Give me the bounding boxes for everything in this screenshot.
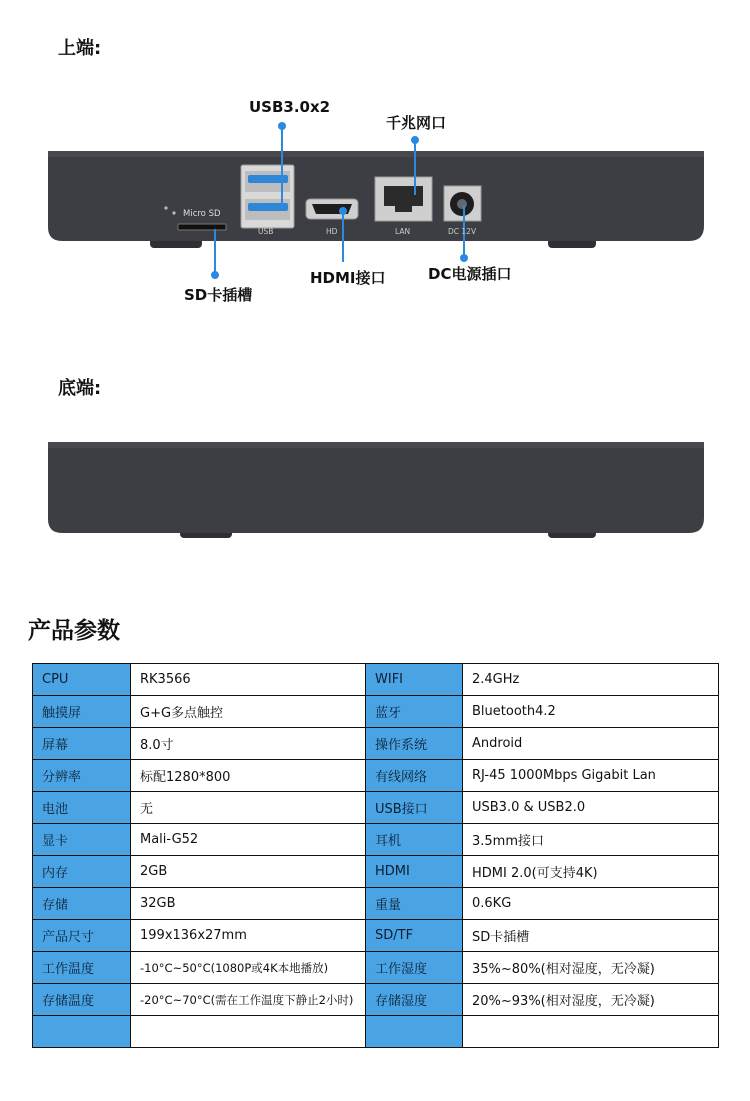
spec-key: CPU	[33, 664, 131, 696]
micro-sd-port-label: Micro SD	[183, 209, 221, 219]
spec-value: HDMI 2.0(可支持4K)	[463, 856, 719, 888]
callout-dot	[279, 123, 285, 129]
lan-callout-label: 千兆网口	[386, 114, 447, 132]
spec-value: 2.4GHz	[463, 664, 719, 696]
device-bottom-view	[0, 432, 750, 562]
callout-dot	[412, 137, 418, 143]
table-row	[33, 952, 719, 984]
spec-key: WIFI	[366, 664, 463, 696]
spec-key: 存储温度	[33, 984, 131, 1016]
dc-port-label: DC 12V	[448, 227, 477, 236]
spec-key: 存储湿度	[366, 984, 463, 1016]
usb-callout-label: USB3.0x2	[249, 98, 331, 116]
spec-value: RK3566	[131, 664, 366, 696]
table-row	[33, 792, 719, 824]
spec-key: HDMI	[366, 856, 463, 888]
spec-key	[33, 1016, 131, 1048]
spec-value: 2GB	[131, 856, 366, 888]
spec-key: 重量	[366, 888, 463, 920]
callout-dot	[340, 208, 346, 214]
table-row	[33, 760, 719, 792]
led-indicator-icon	[164, 206, 167, 209]
table-row	[33, 856, 719, 888]
spec-key: 蓝牙	[366, 696, 463, 728]
spec-value: Android	[463, 728, 719, 760]
spec-key: 屏幕	[33, 728, 131, 760]
table-row	[33, 824, 719, 856]
table-row	[33, 888, 719, 920]
micro-sd-slot-icon	[178, 224, 226, 230]
spec-key: 工作温度	[33, 952, 131, 984]
spec-value: Mali-G52	[131, 824, 366, 856]
spec-value	[463, 1016, 719, 1048]
hdmi-callout-label: HDMI接口	[310, 269, 386, 287]
spec-value	[131, 1016, 366, 1048]
spec-value: 标配1280*800	[131, 760, 366, 792]
spec-value: -10°C~50°C(1080P或4K本地播放)	[131, 952, 366, 984]
spec-value: 3.5mm接口	[463, 824, 719, 856]
dc-callout-label: DC电源插口	[428, 265, 512, 283]
spec-key: 存储	[33, 888, 131, 920]
spec-key: 触摸屏	[33, 696, 131, 728]
spec-value: USB3.0 & USB2.0	[463, 792, 719, 824]
spec-key: 内存	[33, 856, 131, 888]
spec-value: RJ-45 1000Mbps Gigabit Lan	[463, 760, 719, 792]
spec-key: 有线网络	[366, 760, 463, 792]
callout-dot	[212, 272, 218, 278]
spec-value: 8.0寸	[131, 728, 366, 760]
device-body	[48, 442, 704, 533]
table-row	[33, 1016, 719, 1048]
spec-value: 20%~93%(相对湿度，无冷凝)	[463, 984, 719, 1016]
lan-port-label: LAN	[395, 227, 411, 236]
spec-key	[366, 1016, 463, 1048]
table-row	[33, 728, 719, 760]
sd-callout-label: SD卡插槽	[184, 286, 253, 304]
spec-value: 无	[131, 792, 366, 824]
spec-value: SD卡插槽	[463, 920, 719, 952]
bottom-view-heading: 底端:	[58, 378, 102, 399]
table-row	[33, 920, 719, 952]
spec-key: SD/TF	[366, 920, 463, 952]
spec-key: 电池	[33, 792, 131, 824]
spec-key: 耳机	[366, 824, 463, 856]
table-row	[33, 984, 719, 1016]
spec-key: 工作湿度	[366, 952, 463, 984]
spec-value: 32GB	[131, 888, 366, 920]
callout-dot	[461, 255, 467, 261]
spec-key: 操作系统	[366, 728, 463, 760]
hdmi-port-label: HD	[326, 227, 338, 236]
spec-key: USB接口	[366, 792, 463, 824]
spec-key: 产品尺寸	[33, 920, 131, 952]
spec-key: 显卡	[33, 824, 131, 856]
spec-value: 35%~80%(相对湿度，无冷凝)	[463, 952, 719, 984]
spec-title: 产品参数	[28, 618, 120, 644]
spec-table	[32, 663, 719, 1048]
table-row	[33, 696, 719, 728]
spec-key: 分辨率	[33, 760, 131, 792]
spec-value: Bluetooth4.2	[463, 696, 719, 728]
spec-value: 199x136x27mm	[131, 920, 366, 952]
spec-value: 0.6KG	[463, 888, 719, 920]
spec-value: G+G多点触控	[131, 696, 366, 728]
table-row	[33, 664, 719, 696]
spec-value: -20°C~70°C(需在工作温度下静止2小时)	[131, 984, 366, 1016]
top-view-heading: 上端:	[58, 38, 102, 59]
usb-port-label: USB	[258, 227, 274, 236]
